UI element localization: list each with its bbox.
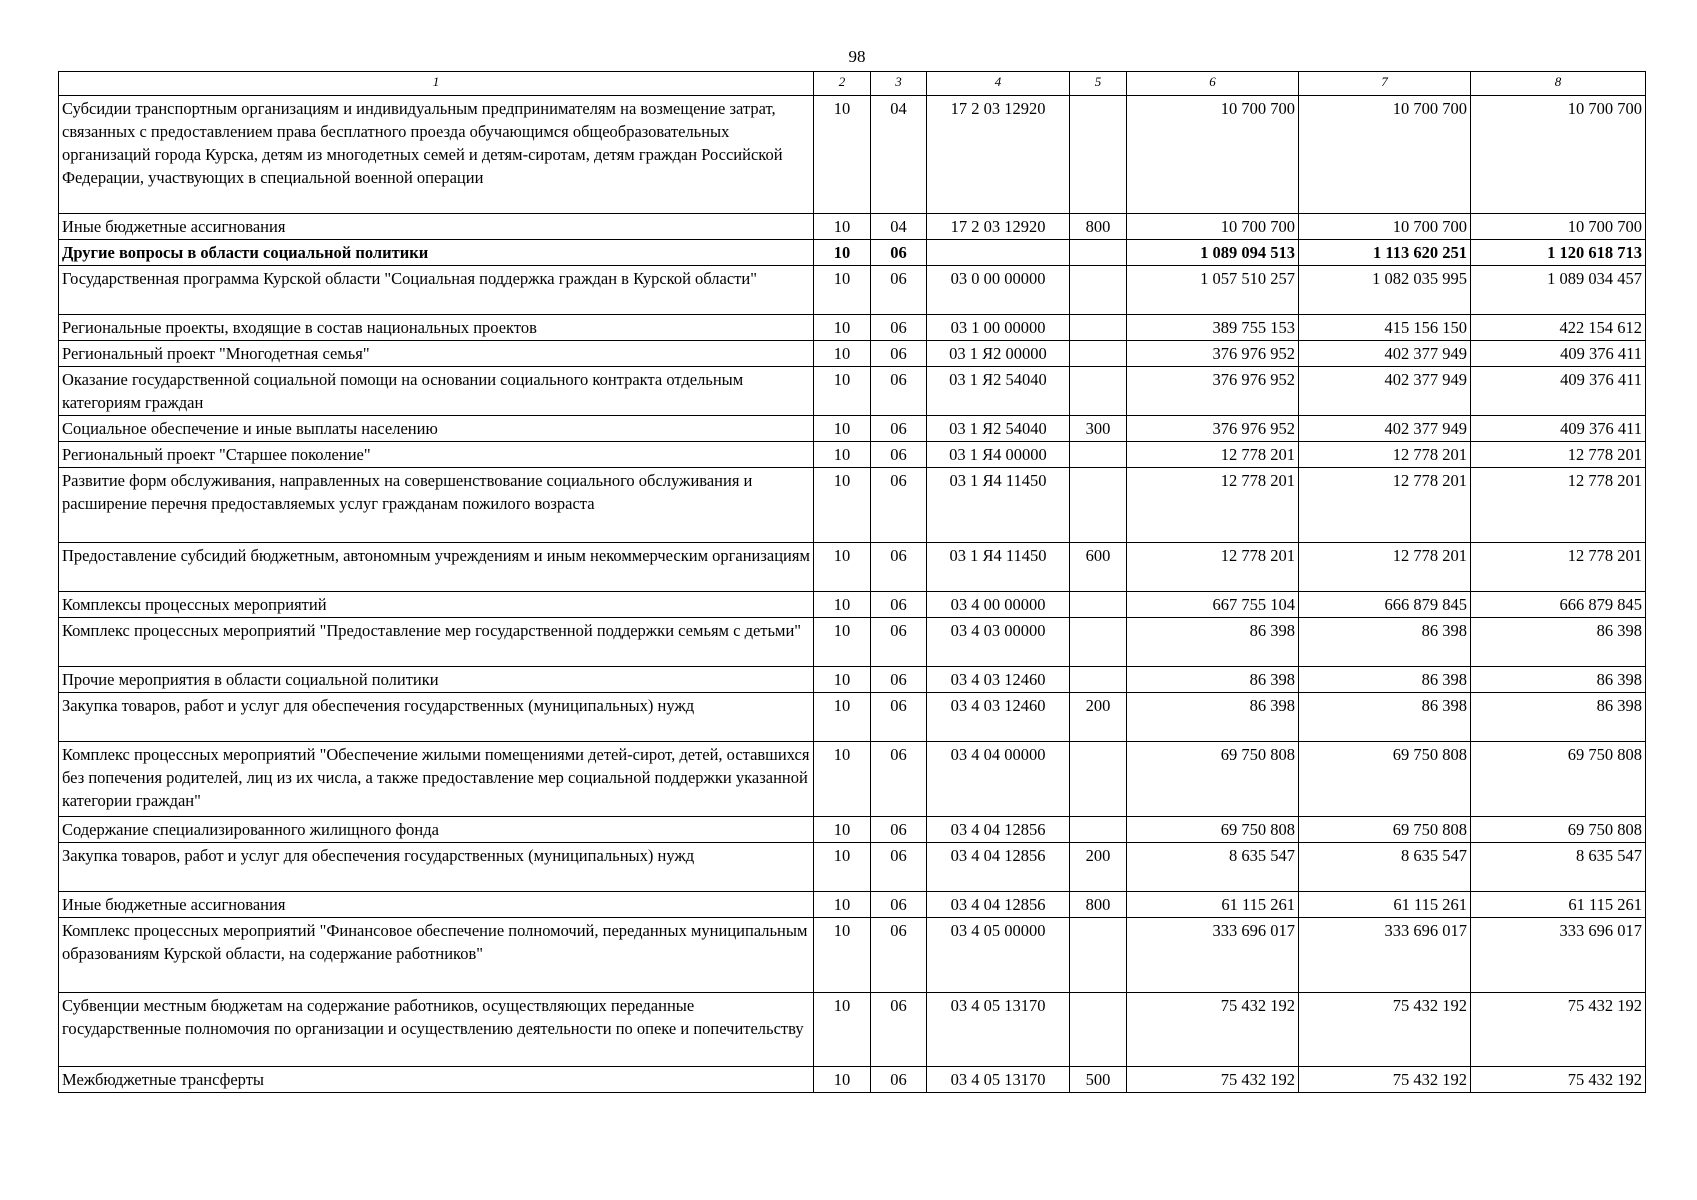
row-amount-col7: 8 635 547 bbox=[1299, 843, 1471, 892]
row-subsection: 06 bbox=[871, 843, 927, 892]
row-section: 10 bbox=[814, 214, 871, 240]
row-section: 10 bbox=[814, 618, 871, 667]
row-amount-col7: 1 113 620 251 bbox=[1299, 240, 1471, 266]
row-subsection: 06 bbox=[871, 468, 927, 543]
row-amount-col8: 86 398 bbox=[1471, 618, 1646, 667]
row-subsection: 04 bbox=[871, 96, 927, 214]
row-amount-col7: 69 750 808 bbox=[1299, 817, 1471, 843]
row-subsection: 06 bbox=[871, 592, 927, 618]
row-amount-col7: 333 696 017 bbox=[1299, 918, 1471, 993]
row-amount-col7: 10 700 700 bbox=[1299, 214, 1471, 240]
row-amount-col8: 1 089 034 457 bbox=[1471, 266, 1646, 315]
row-amount-col8: 86 398 bbox=[1471, 693, 1646, 742]
row-target-article: 03 4 05 00000 bbox=[927, 918, 1070, 993]
row-subsection: 06 bbox=[871, 993, 927, 1067]
row-section: 10 bbox=[814, 667, 871, 693]
row-name: Государственная программа Курской области "Социальная поддержка граждан в Курской области" bbox=[59, 266, 814, 315]
row-target-article: 03 1 Я2 54040 bbox=[927, 367, 1070, 416]
row-expense-type: 200 bbox=[1070, 843, 1127, 892]
column-number-1: 1 bbox=[59, 72, 814, 96]
row-section: 10 bbox=[814, 315, 871, 341]
row-expense-type bbox=[1070, 993, 1127, 1067]
row-subsection: 06 bbox=[871, 892, 927, 918]
row-expense-type bbox=[1070, 442, 1127, 468]
row-subsection: 06 bbox=[871, 266, 927, 315]
table-row bbox=[59, 315, 1646, 341]
row-amount-col6: 1 057 510 257 bbox=[1127, 266, 1299, 315]
row-section: 10 bbox=[814, 341, 871, 367]
row-target-article: 03 4 03 12460 bbox=[927, 667, 1070, 693]
row-amount-col8: 69 750 808 bbox=[1471, 817, 1646, 843]
row-section: 10 bbox=[814, 592, 871, 618]
table-row bbox=[59, 817, 1646, 843]
row-subsection: 06 bbox=[871, 367, 927, 416]
row-name: Региональный проект "Многодетная семья" bbox=[59, 341, 814, 367]
table-row bbox=[59, 341, 1646, 367]
row-amount-col6: 61 115 261 bbox=[1127, 892, 1299, 918]
row-name: Оказание государственной социальной помощи на основании социального контракта отдельным категориям граждан bbox=[59, 367, 814, 416]
row-subsection: 06 bbox=[871, 315, 927, 341]
row-amount-col6: 86 398 bbox=[1127, 667, 1299, 693]
row-section: 10 bbox=[814, 892, 871, 918]
table-row bbox=[59, 214, 1646, 240]
row-expense-type: 500 bbox=[1070, 1067, 1127, 1093]
row-subsection: 06 bbox=[871, 416, 927, 442]
row-section: 10 bbox=[814, 543, 871, 592]
row-expense-type bbox=[1070, 817, 1127, 843]
row-subsection: 06 bbox=[871, 543, 927, 592]
row-name: Межбюджетные трансферты bbox=[59, 1067, 814, 1093]
table-row bbox=[59, 742, 1646, 817]
row-name: Содержание специализированного жилищного фонда bbox=[59, 817, 814, 843]
row-amount-col7: 12 778 201 bbox=[1299, 442, 1471, 468]
row-subsection: 06 bbox=[871, 442, 927, 468]
row-amount-col8: 409 376 411 bbox=[1471, 367, 1646, 416]
row-expense-type bbox=[1070, 341, 1127, 367]
row-amount-col6: 86 398 bbox=[1127, 618, 1299, 667]
table-row bbox=[59, 266, 1646, 315]
row-amount-col6: 69 750 808 bbox=[1127, 742, 1299, 817]
row-amount-col8: 12 778 201 bbox=[1471, 543, 1646, 592]
row-amount-col8: 61 115 261 bbox=[1471, 892, 1646, 918]
table-row bbox=[59, 843, 1646, 892]
table-row bbox=[59, 592, 1646, 618]
row-amount-col8: 12 778 201 bbox=[1471, 468, 1646, 543]
row-section: 10 bbox=[814, 843, 871, 892]
row-amount-col6: 376 976 952 bbox=[1127, 416, 1299, 442]
row-expense-type bbox=[1070, 468, 1127, 543]
row-target-article: 03 4 04 12856 bbox=[927, 892, 1070, 918]
row-amount-col6: 389 755 153 bbox=[1127, 315, 1299, 341]
row-amount-col6: 69 750 808 bbox=[1127, 817, 1299, 843]
row-target-article: 03 1 Я4 11450 bbox=[927, 543, 1070, 592]
row-subsection: 06 bbox=[871, 817, 927, 843]
row-name: Предоставление субсидий бюджетным, автономным учреждениям и иным некоммерческим организациям bbox=[59, 543, 814, 592]
row-target-article: 03 4 04 00000 bbox=[927, 742, 1070, 817]
row-name: Иные бюджетные ассигнования bbox=[59, 892, 814, 918]
row-section: 10 bbox=[814, 742, 871, 817]
row-section: 10 bbox=[814, 693, 871, 742]
row-amount-col6: 667 755 104 bbox=[1127, 592, 1299, 618]
row-amount-col7: 86 398 bbox=[1299, 618, 1471, 667]
row-target-article: 03 1 00 00000 bbox=[927, 315, 1070, 341]
table-row bbox=[59, 96, 1646, 214]
column-number-row bbox=[59, 72, 1646, 96]
row-target-article: 03 4 03 00000 bbox=[927, 618, 1070, 667]
row-name: Закупка товаров, работ и услуг для обеспечения государственных (муниципальных) нужд bbox=[59, 693, 814, 742]
row-target-article bbox=[927, 240, 1070, 266]
row-expense-type bbox=[1070, 742, 1127, 817]
table-row bbox=[59, 1067, 1646, 1093]
row-target-article: 17 2 03 12920 bbox=[927, 214, 1070, 240]
table-row bbox=[59, 892, 1646, 918]
row-name: Комплекс процессных мероприятий "Предоставление мер государственной поддержки семьям с детьми" bbox=[59, 618, 814, 667]
row-amount-col7: 86 398 bbox=[1299, 693, 1471, 742]
row-amount-col8: 10 700 700 bbox=[1471, 96, 1646, 214]
row-section: 10 bbox=[814, 442, 871, 468]
row-target-article: 03 1 Я2 00000 bbox=[927, 341, 1070, 367]
row-amount-col8: 333 696 017 bbox=[1471, 918, 1646, 993]
row-subsection: 04 bbox=[871, 214, 927, 240]
table-row bbox=[59, 240, 1646, 266]
row-amount-col6: 12 778 201 bbox=[1127, 468, 1299, 543]
column-number-6: 6 bbox=[1127, 72, 1299, 96]
row-section: 10 bbox=[814, 918, 871, 993]
row-amount-col8: 1 120 618 713 bbox=[1471, 240, 1646, 266]
row-amount-col7: 75 432 192 bbox=[1299, 993, 1471, 1067]
row-amount-col6: 10 700 700 bbox=[1127, 214, 1299, 240]
row-target-article: 03 4 04 12856 bbox=[927, 817, 1070, 843]
row-amount-col8: 12 778 201 bbox=[1471, 442, 1646, 468]
row-subsection: 06 bbox=[871, 341, 927, 367]
row-target-article: 03 4 05 13170 bbox=[927, 1067, 1070, 1093]
row-amount-col7: 75 432 192 bbox=[1299, 1067, 1471, 1093]
row-amount-col6: 12 778 201 bbox=[1127, 543, 1299, 592]
row-target-article: 03 1 Я2 54040 bbox=[927, 416, 1070, 442]
row-amount-col6: 333 696 017 bbox=[1127, 918, 1299, 993]
column-number-7: 7 bbox=[1299, 72, 1471, 96]
row-subsection: 06 bbox=[871, 693, 927, 742]
table-row bbox=[59, 468, 1646, 543]
row-amount-col8: 69 750 808 bbox=[1471, 742, 1646, 817]
row-name: Закупка товаров, работ и услуг для обеспечения государственных (муниципальных) нужд bbox=[59, 843, 814, 892]
row-expense-type bbox=[1070, 315, 1127, 341]
table-row bbox=[59, 618, 1646, 667]
column-number-2: 2 bbox=[814, 72, 871, 96]
column-number-3: 3 bbox=[871, 72, 927, 96]
row-subsection: 06 bbox=[871, 667, 927, 693]
row-amount-col6: 376 976 952 bbox=[1127, 367, 1299, 416]
row-amount-col7: 402 377 949 bbox=[1299, 367, 1471, 416]
column-number-5: 5 bbox=[1070, 72, 1127, 96]
row-amount-col7: 86 398 bbox=[1299, 667, 1471, 693]
row-expense-type bbox=[1070, 918, 1127, 993]
row-amount-col8: 75 432 192 bbox=[1471, 1067, 1646, 1093]
row-name: Комплекс процессных мероприятий "Обеспечение жилыми помещениями детей-сирот, детей, оставшихся без попечения родителей, лиц из их числа, а также предоставление мер социальной поддержки указанной категории граждан" bbox=[59, 742, 814, 817]
row-amount-col8: 666 879 845 bbox=[1471, 592, 1646, 618]
row-section: 10 bbox=[814, 416, 871, 442]
row-amount-col8: 75 432 192 bbox=[1471, 993, 1646, 1067]
row-expense-type: 600 bbox=[1070, 543, 1127, 592]
row-target-article: 17 2 03 12920 bbox=[927, 96, 1070, 214]
row-amount-col8: 86 398 bbox=[1471, 667, 1646, 693]
row-amount-col7: 1 082 035 995 bbox=[1299, 266, 1471, 315]
row-amount-col7: 69 750 808 bbox=[1299, 742, 1471, 817]
row-target-article: 03 4 04 12856 bbox=[927, 843, 1070, 892]
row-name: Другие вопросы в области социальной политики bbox=[59, 240, 814, 266]
row-amount-col7: 415 156 150 bbox=[1299, 315, 1471, 341]
row-name: Иные бюджетные ассигнования bbox=[59, 214, 814, 240]
row-expense-type bbox=[1070, 367, 1127, 416]
row-subsection: 06 bbox=[871, 240, 927, 266]
row-target-article: 03 4 05 13170 bbox=[927, 993, 1070, 1067]
table-row bbox=[59, 442, 1646, 468]
row-name: Региональные проекты, входящие в состав национальных проектов bbox=[59, 315, 814, 341]
row-expense-type bbox=[1070, 96, 1127, 214]
row-name: Развитие форм обслуживания, направленных на совершенствование социального обслуживания и расширение перечня предоставляемых услуг гражданам пожилого возраста bbox=[59, 468, 814, 543]
row-expense-type: 200 bbox=[1070, 693, 1127, 742]
row-target-article: 03 1 Я4 00000 bbox=[927, 442, 1070, 468]
budget-table bbox=[58, 71, 1646, 1093]
row-section: 10 bbox=[814, 817, 871, 843]
row-amount-col6: 10 700 700 bbox=[1127, 96, 1299, 214]
row-amount-col8: 409 376 411 bbox=[1471, 416, 1646, 442]
row-amount-col7: 10 700 700 bbox=[1299, 96, 1471, 214]
row-target-article: 03 1 Я4 11450 bbox=[927, 468, 1070, 543]
row-amount-col6: 86 398 bbox=[1127, 693, 1299, 742]
table-row bbox=[59, 918, 1646, 993]
row-target-article: 03 4 00 00000 bbox=[927, 592, 1070, 618]
row-expense-type bbox=[1070, 266, 1127, 315]
row-expense-type: 300 bbox=[1070, 416, 1127, 442]
row-amount-col6: 75 432 192 bbox=[1127, 993, 1299, 1067]
row-name: Региональный проект "Старшее поколение" bbox=[59, 442, 814, 468]
row-target-article: 03 4 03 12460 bbox=[927, 693, 1070, 742]
row-amount-col6: 12 778 201 bbox=[1127, 442, 1299, 468]
row-amount-col8: 10 700 700 bbox=[1471, 214, 1646, 240]
row-name: Социальное обеспечение и иные выплаты населению bbox=[59, 416, 814, 442]
row-amount-col8: 422 154 612 bbox=[1471, 315, 1646, 341]
row-amount-col7: 12 778 201 bbox=[1299, 543, 1471, 592]
row-amount-col7: 666 879 845 bbox=[1299, 592, 1471, 618]
column-number-8: 8 bbox=[1471, 72, 1646, 96]
row-amount-col7: 402 377 949 bbox=[1299, 416, 1471, 442]
row-amount-col8: 8 635 547 bbox=[1471, 843, 1646, 892]
row-subsection: 06 bbox=[871, 742, 927, 817]
table-row bbox=[59, 667, 1646, 693]
row-amount-col6: 75 432 192 bbox=[1127, 1067, 1299, 1093]
row-subsection: 06 bbox=[871, 618, 927, 667]
table-row bbox=[59, 693, 1646, 742]
row-expense-type: 800 bbox=[1070, 214, 1127, 240]
row-amount-col7: 402 377 949 bbox=[1299, 341, 1471, 367]
row-amount-col7: 61 115 261 bbox=[1299, 892, 1471, 918]
row-amount-col7: 12 778 201 bbox=[1299, 468, 1471, 543]
row-amount-col8: 409 376 411 bbox=[1471, 341, 1646, 367]
row-name: Субвенции местным бюджетам на содержание работников, осуществляющих переданные государственные полномочия по организации и осуществлению деятельности по опеке и попечительству bbox=[59, 993, 814, 1067]
row-section: 10 bbox=[814, 240, 871, 266]
row-section: 10 bbox=[814, 1067, 871, 1093]
row-expense-type bbox=[1070, 240, 1127, 266]
table-row bbox=[59, 416, 1646, 442]
row-name: Комплексы процессных мероприятий bbox=[59, 592, 814, 618]
table-row bbox=[59, 367, 1646, 416]
row-expense-type: 800 bbox=[1070, 892, 1127, 918]
row-target-article: 03 0 00 00000 bbox=[927, 266, 1070, 315]
row-expense-type bbox=[1070, 618, 1127, 667]
column-number-4: 4 bbox=[927, 72, 1070, 96]
row-subsection: 06 bbox=[871, 1067, 927, 1093]
row-name: Прочие мероприятия в области социальной политики bbox=[59, 667, 814, 693]
row-expense-type bbox=[1070, 592, 1127, 618]
table-row bbox=[59, 543, 1646, 592]
row-section: 10 bbox=[814, 96, 871, 214]
row-amount-col6: 8 635 547 bbox=[1127, 843, 1299, 892]
row-section: 10 bbox=[814, 367, 871, 416]
row-expense-type bbox=[1070, 667, 1127, 693]
row-name: Комплекс процессных мероприятий "Финансовое обеспечение полномочий, переданных муниципальным образованиям Курской области, на содержание работников" bbox=[59, 918, 814, 993]
row-section: 10 bbox=[814, 993, 871, 1067]
table-row bbox=[59, 993, 1646, 1067]
row-amount-col6: 1 089 094 513 bbox=[1127, 240, 1299, 266]
row-section: 10 bbox=[814, 468, 871, 543]
row-subsection: 06 bbox=[871, 918, 927, 993]
row-section: 10 bbox=[814, 266, 871, 315]
row-name: Субсидии транспортным организациям и индивидуальным предпринимателям на возмещение затрат, связанных с предоставлением права бесплатного проезда обучающимся общеобразовательных организаций города Курска, детям из многодетных семей и детям-сиротам, детям граждан Российской Федерации, участвующих в специальной военной операции bbox=[59, 96, 814, 214]
page-number: 98 bbox=[848, 47, 866, 66]
row-amount-col6: 376 976 952 bbox=[1127, 341, 1299, 367]
